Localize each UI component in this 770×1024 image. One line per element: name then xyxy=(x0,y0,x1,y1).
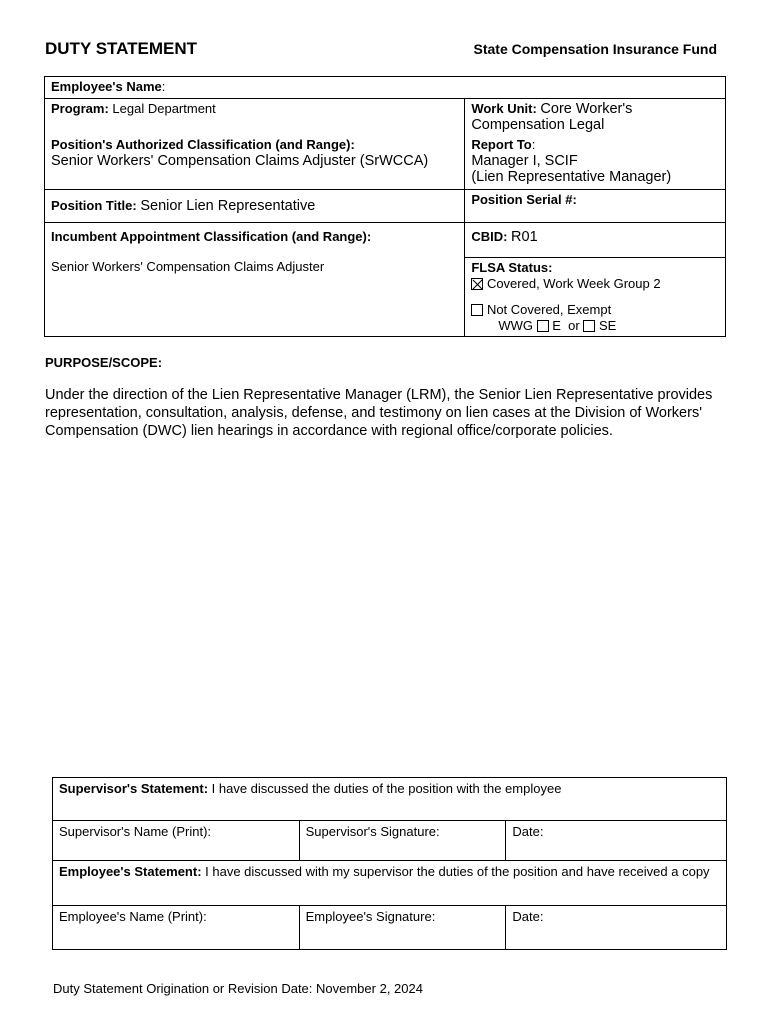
classification-label: Position's Authorized Classification (and Range): xyxy=(51,137,355,152)
work-unit-cell xyxy=(465,99,726,136)
program-cell xyxy=(45,99,465,136)
supervisor-name-label: Supervisor's Name (Print): xyxy=(59,824,212,839)
supervisor-statement-row xyxy=(53,778,727,821)
not-covered-checkbox[interactable] xyxy=(471,304,483,316)
flsa-cell xyxy=(465,257,726,337)
covered-checkbox[interactable] xyxy=(471,278,483,290)
incumbent-value-cell xyxy=(45,257,465,337)
employee-name-cell xyxy=(45,77,726,99)
supervisor-date-label: Date: xyxy=(512,824,544,839)
wwg-or-label: or xyxy=(568,317,580,333)
incumbent-value-row xyxy=(45,257,726,337)
position-title-row xyxy=(45,190,726,223)
wwg-e-checkbox[interactable] xyxy=(537,320,549,332)
employee-name-colon: : xyxy=(161,79,166,94)
report-to-line1: Manager I, SCIF xyxy=(471,153,578,169)
signature-table xyxy=(52,777,727,950)
cbid-cell xyxy=(465,223,726,258)
incumbent-label: Incumbent Appointment Classification (and Range): xyxy=(51,229,372,244)
employee-name-print-label: Employee's Name (Print): xyxy=(59,909,207,924)
employee-signature-cell xyxy=(299,906,506,950)
employee-signature-label: Employee's Signature: xyxy=(305,909,436,924)
report-to-colon: : xyxy=(531,137,536,152)
employee-name-label: Employee's Name xyxy=(51,79,162,94)
supervisor-statement-text: I have discussed the duties of the position with the employee xyxy=(211,781,562,796)
program-value: Legal Department xyxy=(112,101,216,116)
employee-statement-text: I have discussed with my supervisor the duties of the position and have received a copy xyxy=(205,864,710,879)
supervisor-signature-cell xyxy=(299,821,506,861)
report-to-label: Report To xyxy=(471,137,532,152)
employee-statement-label: Employee's Statement: xyxy=(59,864,202,879)
employee-statement-row xyxy=(53,861,727,906)
employee-statement-cell xyxy=(53,861,727,906)
report-to-line2: (Lien Representative Manager) xyxy=(471,169,672,185)
supervisor-date-cell xyxy=(506,821,727,861)
position-info-table xyxy=(44,76,726,337)
organization-name: State Compensation Insurance Fund xyxy=(473,41,717,57)
flsa-covered-text: Covered, Work Week Group 2 xyxy=(486,275,661,291)
cbid-value: R01 xyxy=(511,229,538,245)
supervisor-signature-label: Supervisor's Signature: xyxy=(305,824,440,839)
incumbent-label-cell xyxy=(45,223,465,258)
position-serial-label: Position Serial #: xyxy=(471,192,577,207)
employee-date-label: Date: xyxy=(512,909,544,924)
employee-name-row xyxy=(45,77,726,99)
position-title-cell xyxy=(45,190,465,223)
supervisor-sign-row xyxy=(53,821,727,861)
document-title: DUTY STATEMENT xyxy=(45,39,198,58)
wwg-e-label: E xyxy=(552,317,561,333)
purpose-text: Under the direction of the Lien Representative Manager (LRM), the Senior Lien Representative provides representation, consultation, analysis, defense, and testimony on lien cases at the Division of Workers' Compensation (DWC) lien hearings in accordance with regional office/corporate policies. xyxy=(45,387,713,439)
program-row xyxy=(45,99,726,136)
supervisor-name-cell xyxy=(53,821,300,861)
position-title-label: Position Title: xyxy=(51,198,137,213)
supervisor-statement-label: Supervisor's Statement: xyxy=(59,781,209,796)
classification-cell xyxy=(45,135,465,190)
flsa-label: FLSA Status: xyxy=(471,259,553,275)
purpose-heading: PURPOSE/SCOPE: xyxy=(45,355,163,370)
flsa-not-covered-text: Not Covered, Exempt xyxy=(486,301,612,317)
report-to-cell xyxy=(465,135,726,190)
work-unit-value: Core Worker's Compensation Legal xyxy=(471,101,633,133)
wwg-label: WWG xyxy=(498,317,533,333)
cbid-label: CBID: xyxy=(471,229,508,244)
work-unit-label: Work Unit: xyxy=(471,101,537,116)
employee-name-print-cell xyxy=(53,906,300,950)
position-title-value: Senior Lien Representative xyxy=(140,198,316,214)
supervisor-statement-cell xyxy=(53,778,727,821)
classification-value: Senior Workers' Compensation Claims Adjuster (SrWCCA) xyxy=(51,153,429,169)
position-serial-cell xyxy=(465,190,726,223)
employee-date-cell xyxy=(506,906,727,950)
wwg-se-label: SE xyxy=(598,317,617,333)
wwg-se-checkbox[interactable] xyxy=(583,320,595,332)
incumbent-row xyxy=(45,223,726,258)
employee-sign-row xyxy=(53,906,727,950)
revision-date-footer: Duty Statement Origination or Revision Date: November 2, 2024 xyxy=(53,981,423,996)
program-label: Program: xyxy=(51,101,109,116)
classification-row xyxy=(45,135,726,190)
incumbent-value: Senior Workers' Compensation Claims Adjuster xyxy=(51,259,325,274)
